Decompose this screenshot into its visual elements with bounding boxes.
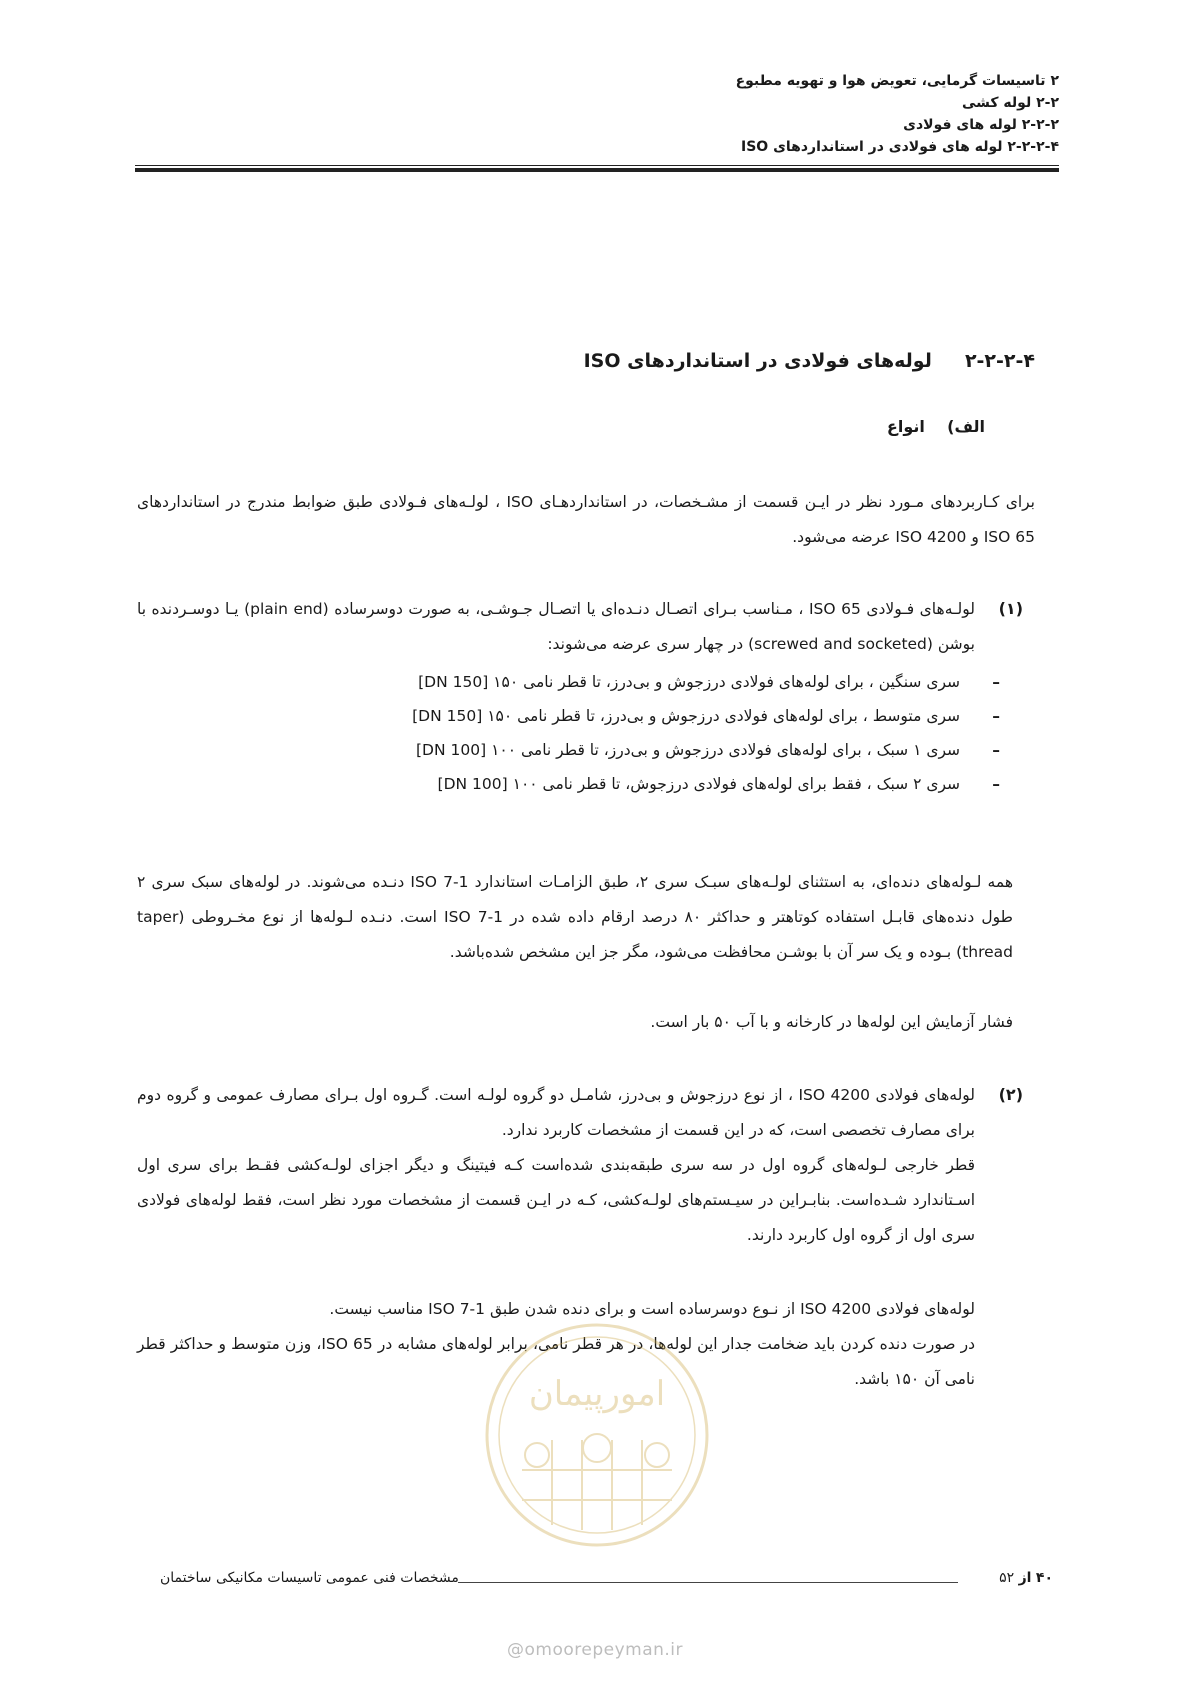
list-item: –سری ۱ سبک ، برای لوله‌های فولادی درزجوش و بی‌درز، تا قطر نامی ۱۰۰ [DN 100] <box>415 741 1000 759</box>
item1-text: لولـه‌های فـولادی ISO 65 ، مـناسب بـرای اتصـال دنـده‌ای یا اتصـال جـوشـی، به صورت دوسرساده (plain end) یـا دوسـردنده با بوشن (screwed and socketed) در چهار سری عرضه می‌شوند: <box>137 600 976 653</box>
header-subsection: ۲-۲-۲ لوله های فولادی <box>903 117 1059 133</box>
item1-number: (۱) <box>998 599 1023 618</box>
subsection-heading <box>887 417 985 436</box>
list-item: –سری متوسط ، برای لوله‌های فولادی درزجوش و بی‌درز، تا قطر نامی ۱۵۰ [DN 150] <box>412 707 1000 725</box>
footer-rule <box>458 1582 958 1583</box>
stamp-lettering: امورپیمان <box>528 1374 666 1414</box>
section-number: ۲-۲-۲-۴ <box>964 350 1035 372</box>
footer-title: مشخصات فنی عمومی تاسیسات مکانیکی ساختمان <box>160 1570 459 1586</box>
list-item: –سری ۲ سبک ، فقط برای لوله‌های فولادی درزجوش، تا قطر نامی ۱۰۰ [DN 100] <box>437 775 1000 793</box>
thread-note: همه لـوله‌های دنده‌ای، به استثنای لولـه‌های سبـک سری ۲، طبق الزامـات استاندارد ISO 7-1 دنـده می‌شوند. در لوله‌های سبک سری ۲ طول دنده‌های قابـل استفاده کوتاهتر و حداکثر ۸۰ درصد ارقام داده شده در ISO 7-1 است. دنـده لـوله‌ها از نوع مخـروطی (taper thread) بـوده و یک سر آن با بوشـن محافظت می‌شود، مگر جز این مشخص شده‌باشد. <box>137 873 1013 961</box>
section-heading <box>584 350 1035 372</box>
item2-number: (۲) <box>998 1085 1023 1104</box>
header-rule <box>135 165 1059 173</box>
page-header <box>135 70 1059 158</box>
watermark: @omoorepeyman.ir <box>506 1640 684 1660</box>
test-pressure: فشار آزمایش این لوله‌ها در کارخانه و با آب ۵۰ بار است. <box>650 1013 1013 1031</box>
current-page: ۴۰ <box>1035 1570 1053 1586</box>
page-of: از <box>1018 1570 1032 1586</box>
closing-line2: در صورت دنده کردن باید ضخامت جدار این لوله‌ها، در هر قطر نامی، برابر لوله‌های مشابه در ISO 65، وزن متوسط و حداکثر قطر نامی آن ۱۵۰ باشد. <box>137 1335 975 1388</box>
total-pages: ۵۲ <box>999 1570 1015 1586</box>
subsection-title: انواع <box>886 417 925 436</box>
item2-text: لوله‌های فولادی ISO 4200 ، از نوع درزجوش و بی‌درز، شامـل دو گروه لولـه است. گـروه اول بـرای مصارف عمومی و گروه دوم برای مصارف تخصصی است، که در این قسمت از مشخصات کاربرد ندارد. <box>137 1086 976 1139</box>
closing-line1: لوله‌های فولادی ISO 4200 از نـوع دوسرساده است و برای دنده شدن طبق ISO 7-1 مناسب نیست. <box>329 1300 975 1318</box>
subsection-label: الف) <box>947 417 985 436</box>
list-item: –سری سنگین ، برای لوله‌های فولادی درزجوش و بی‌درز، تا قطر نامی ۱۵۰ [DN 150] <box>418 673 1000 691</box>
section-title: لوله‌های فولادی در استانداردهای ISO <box>583 350 932 372</box>
item2-text2: قطر خارجی لـوله‌های گروه اول در سه سری طبقه‌بندی شده‌است کـه فیتینگ و دیگر اجزای لولـه‌کشی فقـط برای سری اول اسـتاندارد شـده‌است. بنابـراین در سیـستم‌های لولـه‌کشی، کـه در ایـن قسمت از مشخصات مورد نظر است، فقط لوله‌های فولادی سری اول از گروه اول کاربرد دارند. <box>137 1156 975 1244</box>
intro-paragraph: برای کـاربردهای مـورد نظر در ایـن قسمت از مشـخصات، در استانداردهـای ISO ، لولـه‌های فـولادی طبق ضوابط مندرج در استانداردهای ISO 65 و ISO 4200 عرضه می‌شود. <box>137 493 1035 546</box>
series-list <box>412 665 1000 801</box>
header-section: ۲-۲ لوله کشی <box>962 95 1059 111</box>
header-chapter: ۲ تاسیسات گرمایی، تعویض هوا و تهویه مطبوع <box>735 73 1059 89</box>
header-topic: ۲-۲-۲-۴ لوله های فولادی در استانداردهای ISO <box>741 139 1059 155</box>
page-number <box>999 1570 1053 1586</box>
seal-stamp <box>482 1320 712 1550</box>
